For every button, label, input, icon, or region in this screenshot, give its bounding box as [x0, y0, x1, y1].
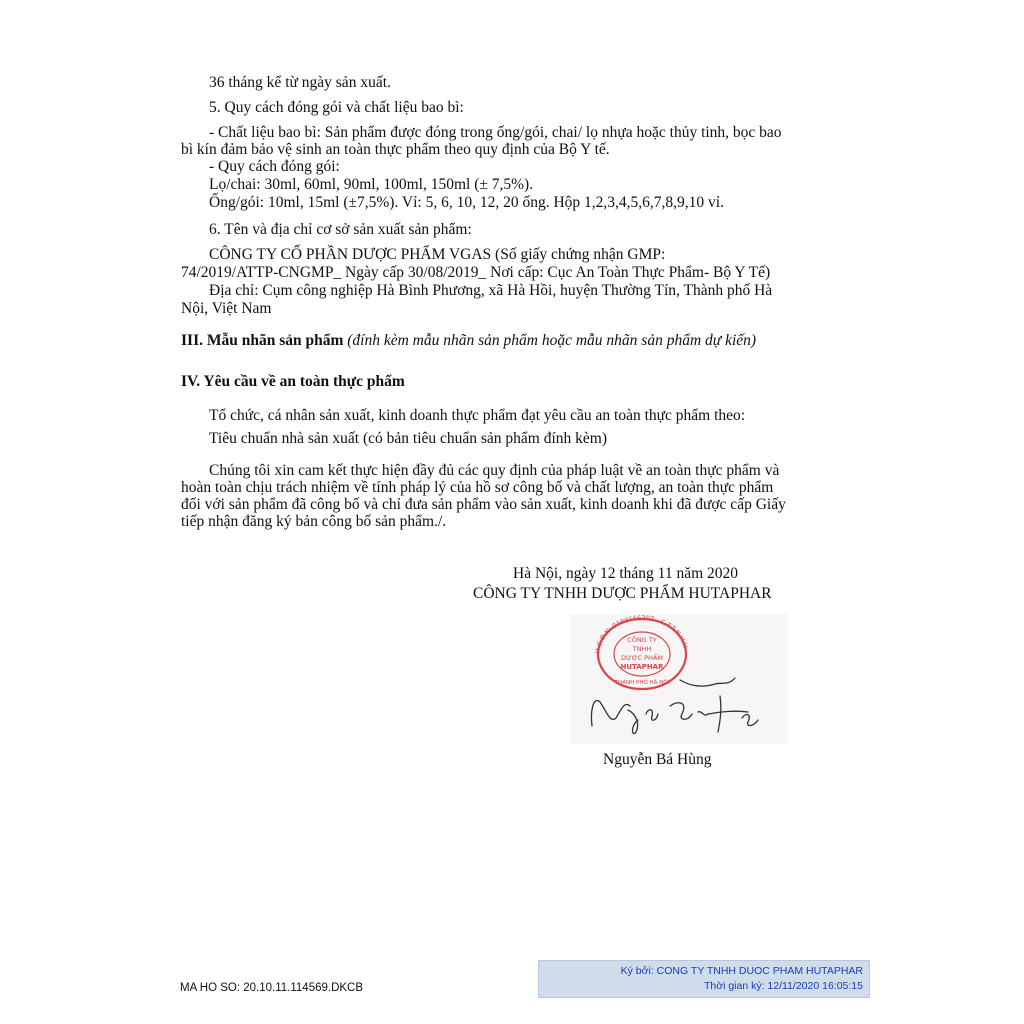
signed-time: Thời gian ký: 12/11/2020 16:05:15: [703, 980, 863, 992]
manufacturer-address-line2: Nội, Việt Nam: [181, 300, 272, 317]
commitment-line2: hoàn toàn chịu trách nhiệm về tính pháp lý của hồ sơ công bố và chất lượng, an toàn thực phẩm: [181, 479, 774, 496]
commitment-line4: tiếp nhận đăng ký bản công bố sản phẩm./.: [181, 513, 447, 530]
stamp-bottom-text: THÀNH PHỐ HÀ NỘI: [614, 680, 670, 686]
digital-signature-box: [538, 960, 870, 998]
stamp-center-line3: DƯỢC PHẨM: [621, 654, 663, 662]
place-date: Hà Nội, ngày 12 tháng 11 năm 2020: [513, 565, 738, 582]
section3-heading: III. Mẫu nhãn sản phẩm: [181, 332, 344, 349]
packaging-material-line1: - Chất liệu bao bì: Sản phẩm được đóng trong ống/gói, chai/ lọ nhựa hoặc thủy tinh, bọc bao: [209, 124, 782, 141]
shelf-life-text: 36 tháng kể từ ngày sản xuất.: [209, 74, 391, 91]
signing-company: CÔNG TY TNHH DƯỢC PHẨM HUTAPHAR: [473, 585, 772, 602]
packaging-material-line2: bì kín đảm bảo vệ sinh an toàn thực phẩm theo quy định của Bộ Y tế.: [181, 141, 610, 158]
stamp-and-signature: [570, 614, 788, 744]
section5-heading: 5. Quy cách đóng gói và chất liệu bao bì:: [209, 99, 464, 116]
section6-heading: 6. Tên và địa chỉ cơ sở sản xuất sản phẩm:: [209, 221, 472, 238]
commitment-line1: Chúng tôi xin cam kết thực hiện đầy đủ các quy định của pháp luật về an toàn thực phẩm và: [209, 462, 780, 479]
bottle-spec: Lọ/chai: 30ml, 60ml, 90ml, 100ml, 150ml (± 7,5%).: [209, 176, 534, 193]
section4-heading: IV. Yêu cầu về an toàn thực phẩm: [181, 373, 405, 390]
packing-spec-label: - Quy cách đóng gói:: [209, 158, 340, 175]
stamp-center-line4: HUTAPHAR: [620, 663, 664, 671]
company-stamp: [570, 614, 788, 744]
stamp-ring-text: M.S.D.N: 0109166307 - C.T.T.N.H.H: [593, 614, 690, 655]
stamp-center-line1: CÔNG TY: [627, 636, 657, 644]
record-code: MA HO SO: 20.10.11.114569.DKCB: [180, 982, 364, 994]
tube-spec: Ống/gói: 10ml, 15ml (±7,5%). Vỉ: 5, 6, 10, 12, 20 ống. Hộp 1,2,3,4,5,6,7,8,9,10 vỉ.: [209, 194, 724, 211]
section3-title: [181, 332, 756, 350]
manufacturer-line1: CÔNG TY CỔ PHẦN DƯỢC PHẨM VGAS (Số giấy chứng nhận GMP:: [209, 246, 666, 263]
manufacturer-address-line1: Địa chỉ: Cụm công nghiệp Hà Bình Phương, xã Hà Hồi, huyện Thường Tín, Thành phố Hà: [209, 282, 773, 299]
manufacturer-standard-line: Tiêu chuẩn nhà sản xuất (có bản tiêu chuẩn sản phẩm đính kèm): [209, 430, 608, 447]
section3-note: (đính kèm mẫu nhãn sản phẩm hoặc mẫu nhãn sản phẩm dự kiến): [347, 332, 757, 349]
safety-requirement-line: Tổ chức, cá nhân sản xuất, kinh doanh thực phẩm đạt yêu cầu an toàn thực phẩm theo:: [209, 407, 746, 424]
commitment-line3: đối với sản phẩm đã công bố và chỉ đưa sản phẩm vào sản xuất, kinh doanh khi đã được cấp Giấy: [181, 496, 786, 513]
manufacturer-line2: 74/2019/ATTP-CNGMP_ Ngày cấp 30/08/2019_ Nơi cấp: Cục An Toàn Thực Phẩm- Bộ Y Tế): [181, 264, 771, 281]
signer-name: Nguyễn Bá Hùng: [603, 751, 712, 768]
stamp-center-line2: TNHH: [632, 645, 652, 653]
signed-by: Ký bởi: CONG TY TNHH DUOC PHAM HUTAPHAR: [620, 965, 863, 977]
handwritten-signature: [591, 678, 758, 734]
